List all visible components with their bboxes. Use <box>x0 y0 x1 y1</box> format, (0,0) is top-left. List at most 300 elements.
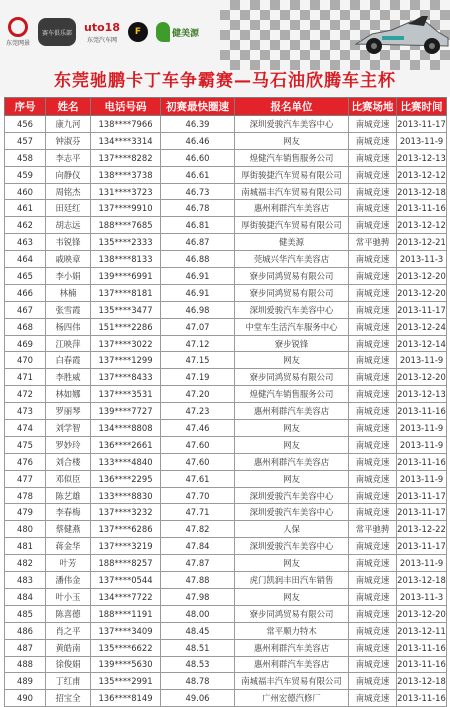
col-date-cell: 2013-11-9 <box>397 132 447 149</box>
col-name-cell: 戚映章 <box>46 251 91 268</box>
col-unit-cell: 惠州利群汽车美容店 <box>235 200 349 217</box>
col-phone-cell: 137****6286 <box>91 521 161 538</box>
col-lap-time-cell: 46.60 <box>161 149 235 166</box>
col-no-cell: 478 <box>5 487 46 504</box>
col-venue-cell: 南城竞速 <box>349 318 397 335</box>
col-date-cell: 2013-11-16 <box>397 639 447 656</box>
col-no-cell: 490 <box>5 690 46 707</box>
col-no-cell: 460 <box>5 183 46 200</box>
circle-logo-icon <box>8 17 28 37</box>
col-date-cell: 2013-11-9 <box>397 352 447 369</box>
col-date-cell: 2013-11-3 <box>397 588 447 605</box>
col-venue-cell: 南城竞速 <box>349 268 397 285</box>
col-venue-cell: 南城竞速 <box>349 386 397 403</box>
table-row <box>5 301 447 318</box>
col-venue-cell: 南城竞速 <box>349 487 397 504</box>
col-no-cell: 486 <box>5 622 46 639</box>
table-row <box>5 656 447 673</box>
col-phone-cell: 133****4840 <box>91 453 161 470</box>
header-col-lap-time: 初赛最快圈速 <box>161 98 235 116</box>
table-row <box>5 149 447 166</box>
col-phone-cell: 139****7727 <box>91 403 161 420</box>
col-venue-cell: 常平驰骋 <box>349 521 397 538</box>
col-lap-time-cell: 47.23 <box>161 403 235 420</box>
col-lap-time-cell: 47.98 <box>161 588 235 605</box>
header-col-phone: 电话号码 <box>91 98 161 116</box>
col-unit-cell: 网友 <box>235 420 349 437</box>
col-name-cell: 陈艺雄 <box>46 487 91 504</box>
col-date-cell: 2013-11-16 <box>397 690 447 707</box>
col-lap-time-cell: 46.61 <box>161 166 235 183</box>
col-name-cell: 江映萍 <box>46 335 91 352</box>
col-phone-cell: 137****8433 <box>91 369 161 386</box>
col-no-cell: 483 <box>5 572 46 589</box>
col-unit-cell: 寮步同鸿贸易有限公司 <box>235 369 349 386</box>
col-unit-cell: 虎门凯润丰田汽车销售 <box>235 572 349 589</box>
col-unit-cell: 惠州利群汽车美容店 <box>235 453 349 470</box>
col-name-cell: 田廷红 <box>46 200 91 217</box>
col-phone-cell: 188****1191 <box>91 605 161 622</box>
table-header-row <box>5 98 447 116</box>
col-no-cell: 475 <box>5 436 46 453</box>
col-phone-cell: 137****3022 <box>91 335 161 352</box>
col-name-cell: 林如娜 <box>46 386 91 403</box>
col-date-cell: 2013-11-9 <box>397 420 447 437</box>
col-date-cell: 2013-12-13 <box>397 149 447 166</box>
col-phone-cell: 139****5630 <box>91 656 161 673</box>
col-venue-cell: 南城竞速 <box>349 200 397 217</box>
col-name-cell: 蒋金华 <box>46 538 91 555</box>
col-no-cell: 484 <box>5 588 46 605</box>
col-phone-cell: 136****2661 <box>91 436 161 453</box>
col-phone-cell: 137****1299 <box>91 352 161 369</box>
col-phone-cell: 188****7685 <box>91 217 161 234</box>
col-venue-cell: 南城竞速 <box>349 403 397 420</box>
col-phone-cell: 135****6622 <box>91 639 161 656</box>
col-phone-cell: 137****3219 <box>91 538 161 555</box>
col-date-cell: 2013-12-18 <box>397 673 447 690</box>
col-phone-cell: 134****7722 <box>91 588 161 605</box>
auto18-mark-b: 18 <box>104 20 120 34</box>
table-row <box>5 335 447 352</box>
table-row <box>5 369 447 386</box>
col-no-cell: 468 <box>5 318 46 335</box>
col-venue-cell: 南城竞速 <box>349 639 397 656</box>
col-lap-time-cell: 46.91 <box>161 268 235 285</box>
col-no-cell: 466 <box>5 284 46 301</box>
col-no-cell: 485 <box>5 605 46 622</box>
auto18-logo-mark <box>84 21 120 34</box>
col-lap-time-cell: 46.39 <box>161 116 235 133</box>
col-venue-cell: 南城竞速 <box>349 572 397 589</box>
col-venue-cell: 南城竞速 <box>349 284 397 301</box>
table-row <box>5 572 447 589</box>
col-phone-cell: 188****8257 <box>91 555 161 572</box>
col-lap-time-cell: 47.20 <box>161 386 235 403</box>
col-venue-cell: 南城竞速 <box>349 132 397 149</box>
col-phone-cell: 137****0544 <box>91 572 161 589</box>
col-lap-time-cell: 46.98 <box>161 301 235 318</box>
f-emblem-icon: F <box>128 22 148 42</box>
col-unit-cell: 网友 <box>235 132 349 149</box>
auto18-logo-text: 东莞汽车网 <box>86 36 117 44</box>
col-lap-time-cell: 47.19 <box>161 369 235 386</box>
col-name-cell: 林楠 <box>46 284 91 301</box>
col-date-cell: 2013-12-20 <box>397 268 447 285</box>
col-venue-cell: 南城竞速 <box>349 622 397 639</box>
col-venue-cell: 南城竞速 <box>349 470 397 487</box>
col-phone-cell: 137****9910 <box>91 200 161 217</box>
col-unit-cell: 寮步同鸿贸易有限公司 <box>235 605 349 622</box>
col-phone-cell: 139****6991 <box>91 268 161 285</box>
sponsor-logos <box>6 12 207 52</box>
col-venue-cell: 南城竞速 <box>349 656 397 673</box>
table-row <box>5 183 447 200</box>
col-lap-time-cell: 46.46 <box>161 132 235 149</box>
table-row <box>5 217 447 234</box>
col-date-cell: 2013-12-18 <box>397 572 447 589</box>
col-date-cell: 2013-12-14 <box>397 335 447 352</box>
col-date-cell: 2013-11-17 <box>397 538 447 555</box>
table-row <box>5 234 447 251</box>
col-unit-cell: 网友 <box>235 555 349 572</box>
col-unit-cell: 深圳爱骏汽车美容中心 <box>235 504 349 521</box>
col-lap-time-cell: 48.00 <box>161 605 235 622</box>
col-venue-cell: 南城竞速 <box>349 605 397 622</box>
table-row <box>5 673 447 690</box>
col-phone-cell: 151****2286 <box>91 318 161 335</box>
col-phone-cell: 134****3314 <box>91 132 161 149</box>
col-lap-time-cell: 47.71 <box>161 504 235 521</box>
col-venue-cell: 南城竞速 <box>349 690 397 707</box>
header-col-unit: 报名单位 <box>235 98 349 116</box>
col-unit-cell: 寮步锐锋 <box>235 335 349 352</box>
table-row <box>5 521 447 538</box>
col-lap-time-cell: 48.53 <box>161 656 235 673</box>
col-no-cell: 457 <box>5 132 46 149</box>
col-no-cell: 481 <box>5 538 46 555</box>
col-venue-cell: 南城竞速 <box>349 335 397 352</box>
col-venue-cell: 南城竞速 <box>349 369 397 386</box>
col-unit-cell: 中堂车生活汽车服务中心 <box>235 318 349 335</box>
col-venue-cell: 南城竞速 <box>349 588 397 605</box>
col-venue-cell: 南城竞速 <box>349 420 397 437</box>
col-phone-cell: 136****8149 <box>91 690 161 707</box>
col-venue-cell: 南城竞速 <box>349 183 397 200</box>
col-venue-cell: 南城竞速 <box>349 166 397 183</box>
col-unit-cell: 南城福丰汽车贸易有限公司 <box>235 183 349 200</box>
auto18-mark-a: uto <box>84 20 105 34</box>
col-date-cell: 2013-11-9 <box>397 555 447 572</box>
table-row <box>5 166 447 183</box>
table-row <box>5 605 447 622</box>
col-phone-cell: 131****3723 <box>91 183 161 200</box>
col-date-cell: 2013-12-20 <box>397 369 447 386</box>
col-no-cell: 479 <box>5 504 46 521</box>
results-table <box>4 97 447 707</box>
leaf-icon <box>156 22 170 42</box>
col-date-cell: 2013-11-16 <box>397 200 447 217</box>
col-no-cell: 476 <box>5 453 46 470</box>
col-name-cell: 李志平 <box>46 149 91 166</box>
table-row <box>5 436 447 453</box>
f-emblem-logo <box>128 22 148 42</box>
race-car-icon <box>352 4 450 56</box>
col-no-cell: 464 <box>5 251 46 268</box>
results-table-container <box>0 97 450 704</box>
col-date-cell: 2013-12-12 <box>397 166 447 183</box>
col-venue-cell: 南城竞速 <box>349 555 397 572</box>
col-name-cell: 罗妙玲 <box>46 436 91 453</box>
col-phone-cell: 135****2991 <box>91 673 161 690</box>
racing-club-logo-text: 赛车俱乐部 <box>42 30 73 37</box>
col-unit-cell: 深圳爱骏汽车美容中心 <box>235 487 349 504</box>
table-row <box>5 487 447 504</box>
col-lap-time-cell: 47.15 <box>161 352 235 369</box>
col-date-cell: 2013-12-20 <box>397 605 447 622</box>
col-name-cell: 杨四伟 <box>46 318 91 335</box>
col-date-cell: 2013-12-18 <box>397 183 447 200</box>
col-unit-cell: 深圳爱骏汽车美容中心 <box>235 301 349 318</box>
table-row <box>5 200 447 217</box>
col-name-cell: 张雪霞 <box>46 301 91 318</box>
col-unit-cell: 网友 <box>235 470 349 487</box>
col-unit-cell: 寮步同鸿贸易有限公司 <box>235 268 349 285</box>
col-name-cell: 李胜威 <box>46 369 91 386</box>
col-name-cell: 韦锐锋 <box>46 234 91 251</box>
col-date-cell: 2013-12-22 <box>397 521 447 538</box>
col-lap-time-cell: 46.87 <box>161 234 235 251</box>
col-name-cell: 潘伟金 <box>46 572 91 589</box>
col-lap-time-cell: 47.12 <box>161 335 235 352</box>
col-date-cell: 2013-11-3 <box>397 251 447 268</box>
col-no-cell: 462 <box>5 217 46 234</box>
table-row <box>5 504 447 521</box>
col-date-cell: 2013-11-9 <box>397 470 447 487</box>
table-row <box>5 470 447 487</box>
header-banner <box>0 0 450 97</box>
header-col-date: 比赛时间 <box>397 98 447 116</box>
col-lap-time-cell: 48.78 <box>161 673 235 690</box>
col-name-cell: 向静仪 <box>46 166 91 183</box>
page-title: 东莞驰鹏卡丁车争霸赛—马石油欣腾车主杯 <box>54 71 396 91</box>
col-phone-cell: 137****3409 <box>91 622 161 639</box>
col-venue-cell: 南城竞速 <box>349 673 397 690</box>
col-unit-cell: 寮步同鸿贸易有限公司 <box>235 284 349 301</box>
col-no-cell: 469 <box>5 335 46 352</box>
col-name-cell: 周铭杰 <box>46 183 91 200</box>
col-date-cell: 2013-11-16 <box>397 403 447 420</box>
table-row <box>5 116 447 133</box>
col-unit-cell: 煌健汽车销售服务公司 <box>235 386 349 403</box>
col-phone-cell: 136****2295 <box>91 470 161 487</box>
col-name-cell: 黄皓南 <box>46 639 91 656</box>
col-name-cell: 蔡健燕 <box>46 521 91 538</box>
col-no-cell: 467 <box>5 301 46 318</box>
col-no-cell: 470 <box>5 352 46 369</box>
col-phone-cell: 134****8808 <box>91 420 161 437</box>
table-row <box>5 588 447 605</box>
col-name-cell: 白春霞 <box>46 352 91 369</box>
col-name-cell: 肖之平 <box>46 622 91 639</box>
table-row <box>5 453 447 470</box>
col-unit-cell: 网友 <box>235 436 349 453</box>
col-date-cell: 2013-11-9 <box>397 436 447 453</box>
col-lap-time-cell: 49.06 <box>161 690 235 707</box>
col-no-cell: 482 <box>5 555 46 572</box>
col-no-cell: 461 <box>5 200 46 217</box>
col-no-cell: 488 <box>5 656 46 673</box>
col-date-cell: 2013-12-11 <box>397 622 447 639</box>
col-phone-cell: 137****8282 <box>91 149 161 166</box>
table-row <box>5 386 447 403</box>
col-no-cell: 472 <box>5 386 46 403</box>
col-no-cell: 471 <box>5 369 46 386</box>
col-date-cell: 2013-11-16 <box>397 656 447 673</box>
col-phone-cell: 138****7966 <box>91 116 161 133</box>
col-phone-cell: 135****2333 <box>91 234 161 251</box>
col-date-cell: 2013-11-17 <box>397 504 447 521</box>
col-name-cell: 丁红甫 <box>46 673 91 690</box>
col-no-cell: 465 <box>5 268 46 285</box>
col-unit-cell: 健美源 <box>235 234 349 251</box>
col-lap-time-cell: 47.87 <box>161 555 235 572</box>
col-lap-time-cell: 47.82 <box>161 521 235 538</box>
table-row <box>5 690 447 707</box>
col-unit-cell: 深圳爱骏汽车美容中心 <box>235 116 349 133</box>
col-venue-cell: 南城竞速 <box>349 453 397 470</box>
col-no-cell: 463 <box>5 234 46 251</box>
col-date-cell: 2013-12-13 <box>397 386 447 403</box>
col-venue-cell: 南城竞速 <box>349 301 397 318</box>
col-name-cell: 邓似臣 <box>46 470 91 487</box>
col-unit-cell: 南城福丰汽车贸易有限公司 <box>235 673 349 690</box>
table-row <box>5 352 447 369</box>
col-name-cell: 刘学智 <box>46 420 91 437</box>
table-row <box>5 420 447 437</box>
table-row <box>5 268 447 285</box>
table-row <box>5 132 447 149</box>
col-name-cell: 徐俊娟 <box>46 656 91 673</box>
col-lap-time-cell: 47.70 <box>161 487 235 504</box>
col-phone-cell: 135****3477 <box>91 301 161 318</box>
col-phone-cell: 137****3232 <box>91 504 161 521</box>
col-date-cell: 2013-11-17 <box>397 301 447 318</box>
col-venue-cell: 南城竞速 <box>349 352 397 369</box>
col-lap-time-cell: 46.73 <box>161 183 235 200</box>
table-row <box>5 403 447 420</box>
racing-club-logo <box>38 18 76 46</box>
col-no-cell: 477 <box>5 470 46 487</box>
col-name-cell: 李春梅 <box>46 504 91 521</box>
col-name-cell: 钟淑芬 <box>46 132 91 149</box>
col-name-cell: 康九河 <box>46 116 91 133</box>
col-lap-time-cell: 46.78 <box>161 200 235 217</box>
table-row <box>5 284 447 301</box>
health-brand-logo <box>156 22 199 42</box>
col-unit-cell: 惠州利群汽车美容店 <box>235 656 349 673</box>
col-lap-time-cell: 46.88 <box>161 251 235 268</box>
col-phone-cell: 138****3738 <box>91 166 161 183</box>
col-unit-cell: 常平顺力特木 <box>235 622 349 639</box>
col-lap-time-cell: 46.81 <box>161 217 235 234</box>
col-lap-time-cell: 47.60 <box>161 436 235 453</box>
col-name-cell: 招宝全 <box>46 690 91 707</box>
col-date-cell: 2013-12-20 <box>397 284 447 301</box>
col-no-cell: 489 <box>5 673 46 690</box>
col-name-cell: 叶小玉 <box>46 588 91 605</box>
col-unit-cell: 厚街骏捷汽车贸易有限公司 <box>235 166 349 183</box>
col-date-cell: 2013-11-17 <box>397 487 447 504</box>
col-no-cell: 474 <box>5 420 46 437</box>
table-row <box>5 639 447 656</box>
header-col-no: 序号 <box>5 98 46 116</box>
dongguan-network-logo <box>6 17 30 47</box>
col-date-cell: 2013-11-16 <box>397 453 447 470</box>
col-phone-cell: 133****8830 <box>91 487 161 504</box>
col-venue-cell: 南城竞速 <box>349 504 397 521</box>
table-row <box>5 318 447 335</box>
col-lap-time-cell: 47.46 <box>161 420 235 437</box>
col-unit-cell: 莞城兴华汽车美容店 <box>235 251 349 268</box>
col-venue-cell: 南城竞速 <box>349 149 397 166</box>
col-venue-cell: 常平驰骋 <box>349 234 397 251</box>
col-date-cell: 2013-12-24 <box>397 318 447 335</box>
table-row <box>5 622 447 639</box>
col-name-cell: 刘合楼 <box>46 453 91 470</box>
col-lap-time-cell: 47.88 <box>161 572 235 589</box>
col-venue-cell: 南城竞速 <box>349 538 397 555</box>
col-no-cell: 456 <box>5 116 46 133</box>
col-venue-cell: 南城竞速 <box>349 116 397 133</box>
col-no-cell: 458 <box>5 149 46 166</box>
dongguan-network-logo-text: 东莞网景 <box>6 40 31 47</box>
auto18-logo <box>84 21 120 44</box>
col-name-cell: 陈喜德 <box>46 605 91 622</box>
col-no-cell: 459 <box>5 166 46 183</box>
col-venue-cell: 南城竞速 <box>349 436 397 453</box>
col-date-cell: 2013-12-12 <box>397 217 447 234</box>
col-no-cell: 480 <box>5 521 46 538</box>
header-col-venue: 比赛场地 <box>349 98 397 116</box>
table-body <box>5 116 447 707</box>
col-no-cell: 473 <box>5 403 46 420</box>
col-unit-cell: 深圳爱骏汽车美容中心 <box>235 538 349 555</box>
col-lap-time-cell: 48.45 <box>161 622 235 639</box>
table-row <box>5 538 447 555</box>
col-unit-cell: 惠州利群汽车美容店 <box>235 403 349 420</box>
col-date-cell: 2013-11-17 <box>397 116 447 133</box>
col-lap-time-cell: 48.51 <box>161 639 235 656</box>
col-no-cell: 487 <box>5 639 46 656</box>
col-date-cell: 2013-12-21 <box>397 234 447 251</box>
health-brand-logo-text: 健美源 <box>171 29 199 39</box>
col-phone-cell: 138****8133 <box>91 251 161 268</box>
col-unit-cell: 惠州利群汽车美容店 <box>235 639 349 656</box>
col-name-cell: 罗丽琴 <box>46 403 91 420</box>
col-lap-time-cell: 47.07 <box>161 318 235 335</box>
col-lap-time-cell: 47.84 <box>161 538 235 555</box>
col-phone-cell: 137****3531 <box>91 386 161 403</box>
col-unit-cell: 广州宏德汽修厂 <box>235 690 349 707</box>
header-col-name: 姓名 <box>46 98 91 116</box>
col-unit-cell: 网友 <box>235 352 349 369</box>
table-header <box>5 98 447 116</box>
col-unit-cell: 网友 <box>235 588 349 605</box>
col-lap-time-cell: 47.60 <box>161 453 235 470</box>
col-phone-cell: 137****8181 <box>91 284 161 301</box>
col-lap-time-cell: 47.61 <box>161 470 235 487</box>
